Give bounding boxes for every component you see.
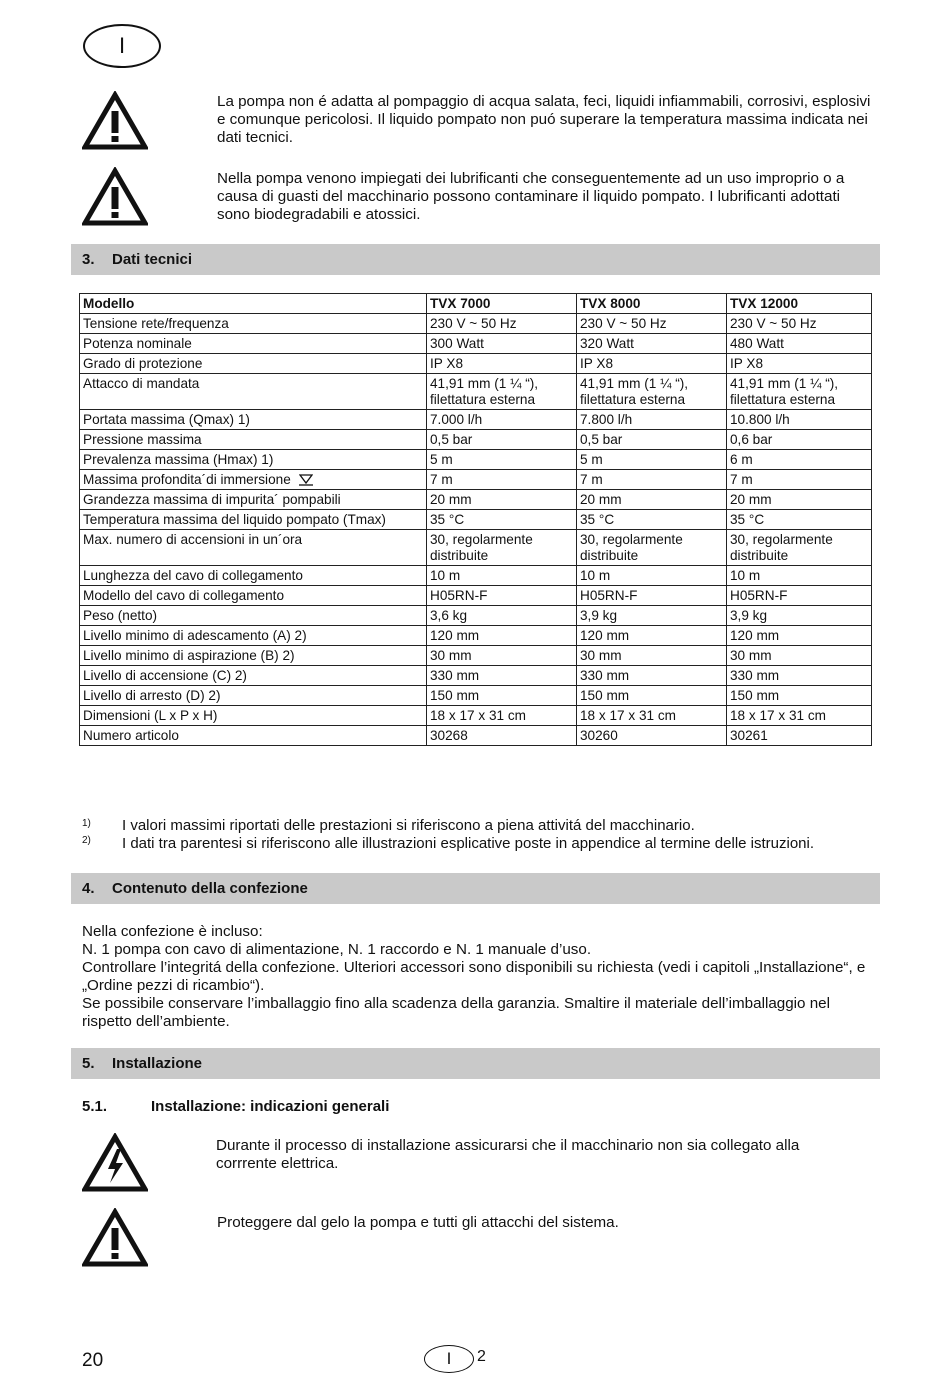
table-cell: 41,91 mm (1 ¼ “), filettatura esterna [577,374,727,410]
body-line: Controllare l’integritá della confezione. Ulteriori accessori sono disponibili su richiesta (vedi i capitoli „Installazione“, e „Ordine pezzi di ricambio“). [82,959,866,994]
table-cell: 35 °C [577,510,727,530]
table-cell: 6 m [727,450,872,470]
table-cell: 30, regolarmente distribuite [577,530,727,566]
table-cell: 300 Watt [427,334,577,354]
body-line: N. 1 pompa con cavo di alimentazione, N. 1 raccordo e N. 1 manuale d’uso. [82,941,592,958]
table-cell: 330 mm [577,666,727,686]
table-row [80,450,872,470]
table-cell: Portata massima (Qmax) 1) [80,410,427,430]
table-row [80,686,872,706]
table-cell: 7 m [427,470,577,490]
table-cell: 230 V ~ 50 Hz [727,314,872,334]
table-cell: Potenza nominale [80,334,427,354]
section-title: Contenuto della confezione [112,880,308,897]
subsection-number: 5.1. [82,1098,108,1115]
table-cell: 41,91 mm (1 ¼ “), filettatura esterna [427,374,577,410]
table-row [80,726,872,746]
table-cell: 150 mm [577,686,727,706]
table-cell: 10 m [727,566,872,586]
footnote-text: I dati tra parentesi si riferiscono alle illustrazioni esplicative poste in appendice al termine delle istruzioni. [122,835,815,852]
table-row [80,374,872,410]
table-cell: 10 m [427,566,577,586]
table-cell: 20 mm [727,490,872,510]
table-cell: Livello di accensione (C) 2) [80,666,427,686]
section-number: 4. [82,880,95,897]
table-cell: 7 m [727,470,872,490]
table-row [80,626,872,646]
table-row [80,510,872,530]
table-cell: 0,5 bar [427,430,577,450]
table-cell: Lunghezza del cavo di collegamento [80,566,427,586]
section-title: Dati tecnici [112,251,193,268]
table-row [80,354,872,374]
warning-icon [82,91,148,151]
table-cell: Peso (netto) [80,606,427,626]
table-cell: 18 x 17 x 31 cm [427,706,577,726]
table-cell: IP X8 [577,354,727,374]
table-header-cell: TVX 12000 [727,294,872,314]
table-cell: 320 Watt [577,334,727,354]
table-row [80,706,872,726]
table-header-cell: TVX 7000 [427,294,577,314]
table-row [80,410,872,430]
table-cell: Max. numero di accensioni in un´ora [80,530,427,566]
table-cell: 30 mm [727,646,872,666]
table-cell: 10.800 l/h [727,410,872,430]
table-header-cell: Modello [80,294,427,314]
table-row [80,470,872,490]
table-row [80,586,872,606]
table-cell: 30260 [577,726,727,746]
table-cell: 0,6 bar [727,430,872,450]
body-line: Se possibile conservare l’imballaggio fino alla scadenza della garanzia. Smaltire il materiale dell’imballaggio nel rispetto dell’ambiente. [82,995,830,1030]
footnote-mark: 1) [82,818,91,829]
table-cell: 480 Watt [727,334,872,354]
section-number: 3. [82,251,95,268]
subsection-title: Installazione: indicazioni generali [151,1098,390,1115]
section-heading-5 [71,1048,880,1079]
table-cell: Dimensioni (L x P x H) [80,706,427,726]
table-cell: Numero articolo [80,726,427,746]
table-cell: Pressione massima [80,430,427,450]
table-cell: H05RN-F [577,586,727,606]
table-cell: 20 mm [577,490,727,510]
table-cell [80,470,427,490]
footnote-text: I valori massimi riportati delle prestazioni si riferiscono a piena attivitá del macchinario. [122,817,695,834]
table-cell: IP X8 [427,354,577,374]
table-row [80,490,872,510]
table-cell: 0,5 bar [577,430,727,450]
table-row [80,314,872,334]
table-cell: 7.800 l/h [577,410,727,430]
table-row [80,606,872,626]
warning-text-1: La pompa non é adatta al pompaggio di acqua salata, feci, liquidi infiammabili, corrosivi, esplosivi e comunque pericolosi. Il liquido pompato non puó superare la temperatura massima indicata nei dati tecnici. [217,93,871,146]
table-row [80,530,872,566]
table-cell: Attacco di mandata [80,374,427,410]
table-row [80,646,872,666]
table-cell: 5 m [427,450,577,470]
table-cell: 7 m [577,470,727,490]
table-cell: 30, regolarmente distribuite [427,530,577,566]
table-cell: 120 mm [427,626,577,646]
electric-hazard-icon [82,1133,148,1193]
table-cell: 330 mm [427,666,577,686]
warning-icon [82,1208,148,1268]
table-cell: 3,9 kg [727,606,872,626]
table-cell: 10 m [577,566,727,586]
table-cell: 30 mm [577,646,727,666]
table-cell: Modello del cavo di collegamento [80,586,427,606]
technical-data-table [79,293,872,746]
warning-text-2: Nella pompa venono impiegati dei lubrificanti che conseguentemente ad un uso improprio o a causa di guasti del macchinario possono contaminare il liquido pompato. I lubrificanti adottati sono biodegradabili e atossici. [217,170,845,223]
table-cell: Grandezza massima di impurita´ pompabili [80,490,427,510]
table-cell: 30, regolarmente distribuite [727,530,872,566]
table-cell: 3,9 kg [577,606,727,626]
table-cell: Livello minimo di adescamento (A) 2) [80,626,427,646]
table-cell: 120 mm [727,626,872,646]
table-cell: 30261 [727,726,872,746]
language-code: I [118,33,126,58]
table-header-row [80,294,872,314]
table-cell: 330 mm [727,666,872,686]
table-cell: Temperatura massima del liquido pompato (Tmax) [80,510,427,530]
installation-warning-text-1: Durante il processo di installazione assicurarsi che il macchinario non sia collegato alla corrrente elettrica. [216,1137,800,1172]
footer-language-badge [424,1345,474,1373]
table-cell: 3,6 kg [427,606,577,626]
table-cell: 30268 [427,726,577,746]
language-badge [83,24,161,68]
table-cell: 30 mm [427,646,577,666]
table-cell: Prevalenza massima (Hmax) 1) [80,450,427,470]
table-cell: 20 mm [427,490,577,510]
table-cell: Livello minimo di aspirazione (B) 2) [80,646,427,666]
footer-language-code: I [446,1349,452,1368]
table-cell: Livello di arresto (D) 2) [80,686,427,706]
section-heading-4 [71,873,880,904]
table-cell: 230 V ~ 50 Hz [427,314,577,334]
table-cell: H05RN-F [727,586,872,606]
table-cell: 18 x 17 x 31 cm [727,706,872,726]
table-cell: Tensione rete/frequenza [80,314,427,334]
warning-icon [82,167,148,227]
table-cell: 7.000 l/h [427,410,577,430]
table-cell: Grado di protezione [80,354,427,374]
table-cell: 41,91 mm (1 ¼ “), filettatura esterna [727,374,872,410]
table-row [80,666,872,686]
table-row [80,334,872,354]
section-number: 5. [82,1055,95,1072]
table-cell: 18 x 17 x 31 cm [577,706,727,726]
section-heading-3 [71,244,880,275]
table-row [80,566,872,586]
table-cell: IP X8 [727,354,872,374]
table-cell: 230 V ~ 50 Hz [577,314,727,334]
table-cell: 5 m [577,450,727,470]
package-contents-text [82,923,872,1031]
page-number: 20 [82,1350,104,1371]
table-cell: 150 mm [427,686,577,706]
section-title: Installazione [112,1055,203,1072]
water-level-icon [299,474,313,486]
table-row [80,430,872,450]
footnotes [82,815,882,855]
subsection-heading-5-1 [82,1098,389,1115]
footer-language-index: 2 [477,1348,486,1365]
body-line: Nella confezione è incluso: [82,923,263,940]
table-header-cell: TVX 8000 [577,294,727,314]
installation-warning-text-2: Proteggere dal gelo la pompa e tutti gli attacchi del sistema. [217,1214,619,1231]
table-cell: 35 °C [427,510,577,530]
table-cell: 35 °C [727,510,872,530]
table-cell: 120 mm [577,626,727,646]
table-cell: 150 mm [727,686,872,706]
table-cell-label: Massima profondita´di immersione [83,472,291,487]
table-cell: H05RN-F [427,586,577,606]
footnote-mark: 2) [82,835,91,846]
